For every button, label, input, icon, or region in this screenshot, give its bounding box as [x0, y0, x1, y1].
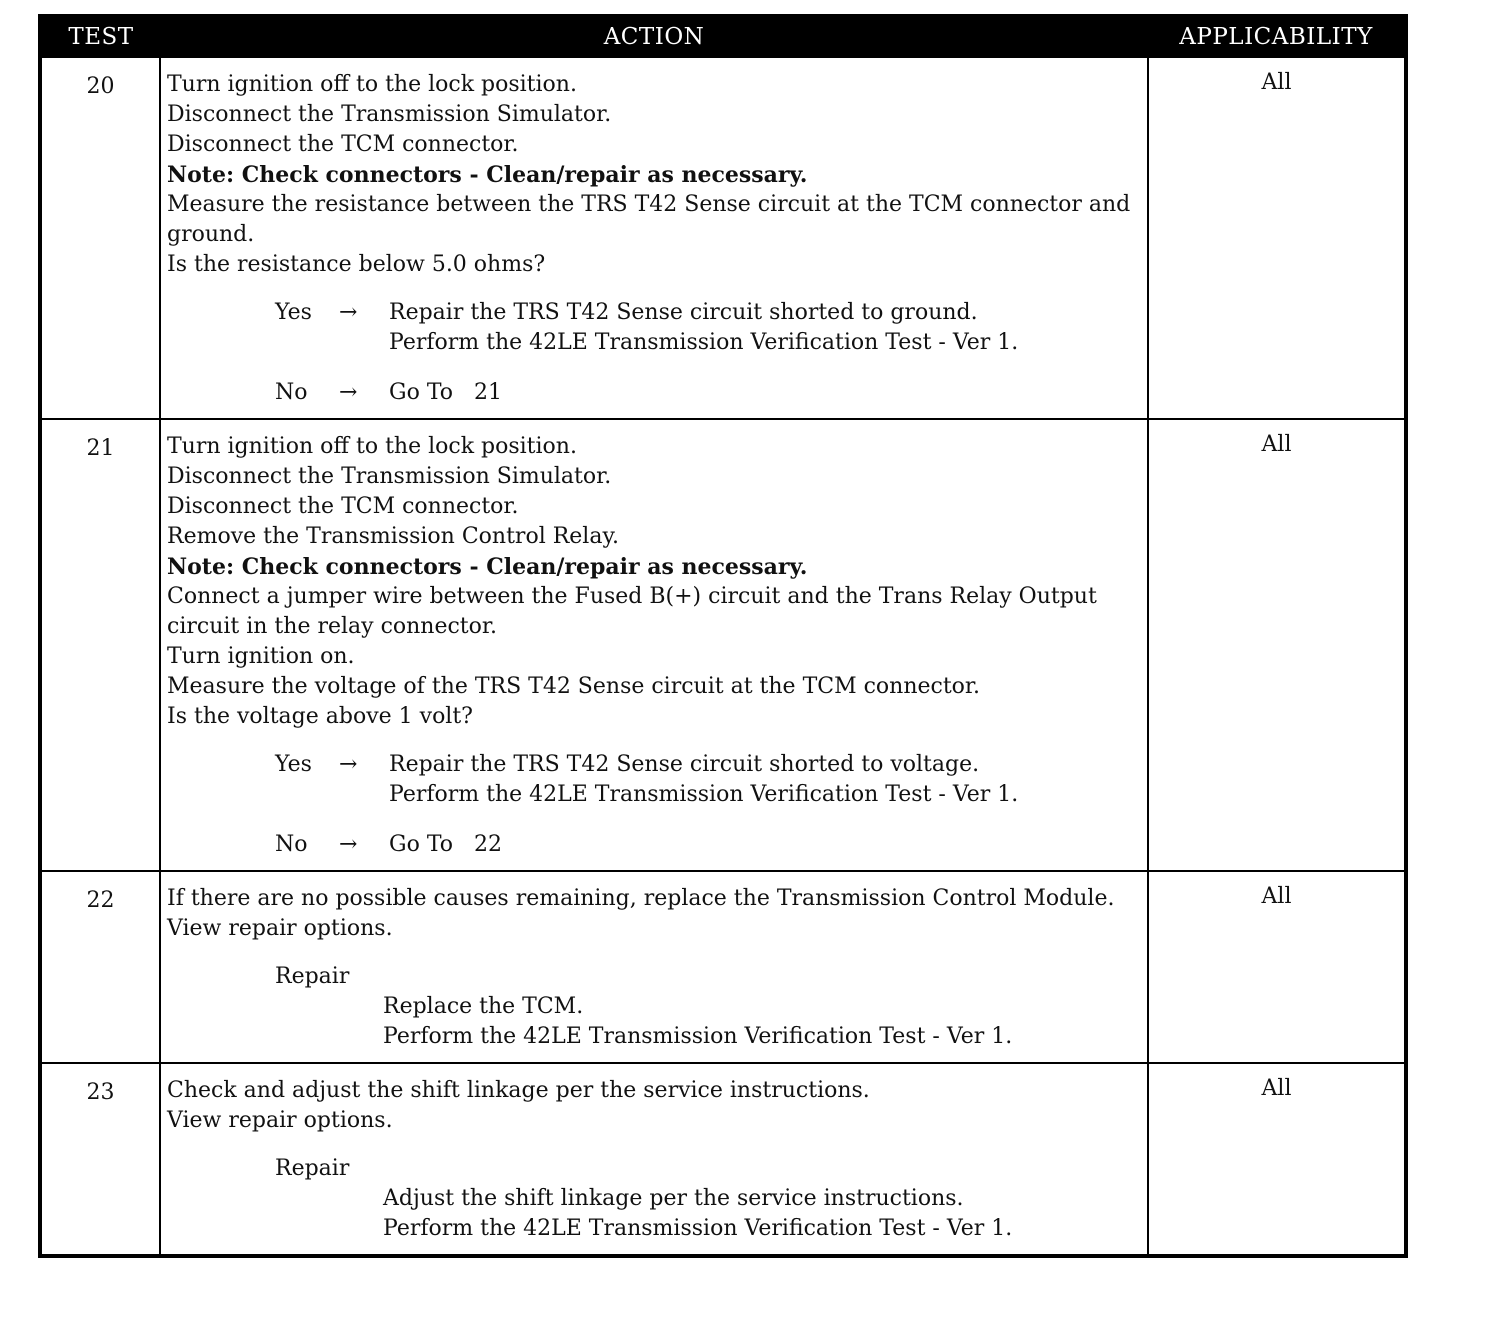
- yes-action: Repair the TRS T42 Sense circuit shorted to voltage.: [389, 752, 980, 777]
- applicability-value: All: [1148, 871, 1406, 1063]
- action-line: If there are no possible causes remaining, replace the Transmission Control Module.: [167, 886, 1115, 911]
- action-line: circuit in the relay connector.: [167, 614, 497, 639]
- yes-label: Yes: [275, 300, 312, 325]
- action-line: Is the resistance below 5.0 ohms?: [167, 252, 546, 277]
- yes-outcome: [167, 750, 1143, 780]
- right-arrow-icon: →: [339, 300, 358, 325]
- action-cell: [160, 419, 1148, 871]
- table-row-test-22: [40, 871, 1406, 1063]
- yes-action: Repair the TRS T42 Sense circuit shorted to ground.: [389, 300, 978, 325]
- table-row-test-21: [40, 419, 1406, 871]
- action-line: Turn ignition off to the lock position.: [167, 72, 577, 97]
- header-test: TEST: [40, 16, 160, 57]
- test-number: 22: [40, 871, 160, 1063]
- goto-link[interactable]: Go To 21: [389, 380, 502, 405]
- repair-label: Repair: [275, 1156, 350, 1181]
- note-text: Note: Check connectors - Clean/repair as necessary.: [167, 162, 808, 188]
- repair-options-link[interactable]: View repair options.: [167, 1108, 393, 1133]
- action-line: Is the voltage above 1 volt?: [167, 704, 473, 729]
- action-line: Connect a jumper wire between the Fused B(+) circuit and the Trans Relay Output: [167, 584, 1097, 609]
- right-arrow-icon: →: [339, 380, 358, 405]
- header-action: ACTION: [160, 16, 1148, 57]
- applicability-value: All: [1148, 57, 1406, 419]
- action-cell: [160, 57, 1148, 419]
- header-applicability: APPLICABILITY: [1148, 16, 1406, 57]
- yes-label: Yes: [275, 752, 312, 777]
- diagnostic-test-table: [38, 14, 1408, 1258]
- action-line: Remove the Transmission Control Relay.: [167, 524, 619, 549]
- applicability-value: All: [1148, 419, 1406, 871]
- repair-step: Perform the 42LE Transmission Verification Test - Ver 1.: [383, 1216, 1013, 1241]
- action-line: Check and adjust the shift linkage per the service instructions.: [167, 1078, 870, 1103]
- test-number: 23: [40, 1063, 160, 1256]
- yes-outcome: [167, 298, 1143, 328]
- right-arrow-icon: →: [339, 832, 358, 857]
- repair-step: Perform the 42LE Transmission Verification Test - Ver 1.: [383, 1024, 1013, 1049]
- action-cell: [160, 1063, 1148, 1256]
- action-line: Measure the voltage of the TRS T42 Sense circuit at the TCM connector.: [167, 674, 981, 699]
- note-text: Note: Check connectors - Clean/repair as necessary.: [167, 554, 808, 580]
- test-number: 21: [40, 419, 160, 871]
- goto-link[interactable]: Go To 22: [389, 832, 502, 857]
- action-line: ground.: [167, 222, 255, 247]
- repair-label: Repair: [275, 964, 350, 989]
- table-row-test-20: [40, 57, 1406, 419]
- no-label: No: [275, 380, 308, 405]
- action-line: Disconnect the Transmission Simulator.: [167, 464, 612, 489]
- no-label: No: [275, 832, 308, 857]
- action-line: Turn ignition on.: [167, 644, 355, 669]
- action-line: Measure the resistance between the TRS T42 Sense circuit at the TCM connector and: [167, 192, 1131, 217]
- action-line: Turn ignition off to the lock position.: [167, 434, 577, 459]
- yes-action-line: Perform the 42LE Transmission Verification Test - Ver 1.: [389, 782, 1019, 807]
- no-outcome: [167, 830, 1143, 860]
- table-header-row: [40, 16, 1406, 57]
- applicability-value: All: [1148, 1063, 1406, 1256]
- action-line: Disconnect the Transmission Simulator.: [167, 102, 612, 127]
- yes-action-line: Perform the 42LE Transmission Verification Test - Ver 1.: [389, 330, 1019, 355]
- table-row-test-23: [40, 1063, 1406, 1256]
- right-arrow-icon: →: [339, 752, 358, 777]
- action-line: Disconnect the TCM connector.: [167, 132, 519, 157]
- repair-step: Replace the TCM.: [383, 994, 584, 1019]
- test-number: 20: [40, 57, 160, 419]
- action-line: Disconnect the TCM connector.: [167, 494, 519, 519]
- no-outcome: [167, 378, 1143, 408]
- repair-options-link[interactable]: View repair options.: [167, 916, 393, 941]
- repair-step: Adjust the shift linkage per the service instructions.: [383, 1186, 964, 1211]
- action-cell: [160, 871, 1148, 1063]
